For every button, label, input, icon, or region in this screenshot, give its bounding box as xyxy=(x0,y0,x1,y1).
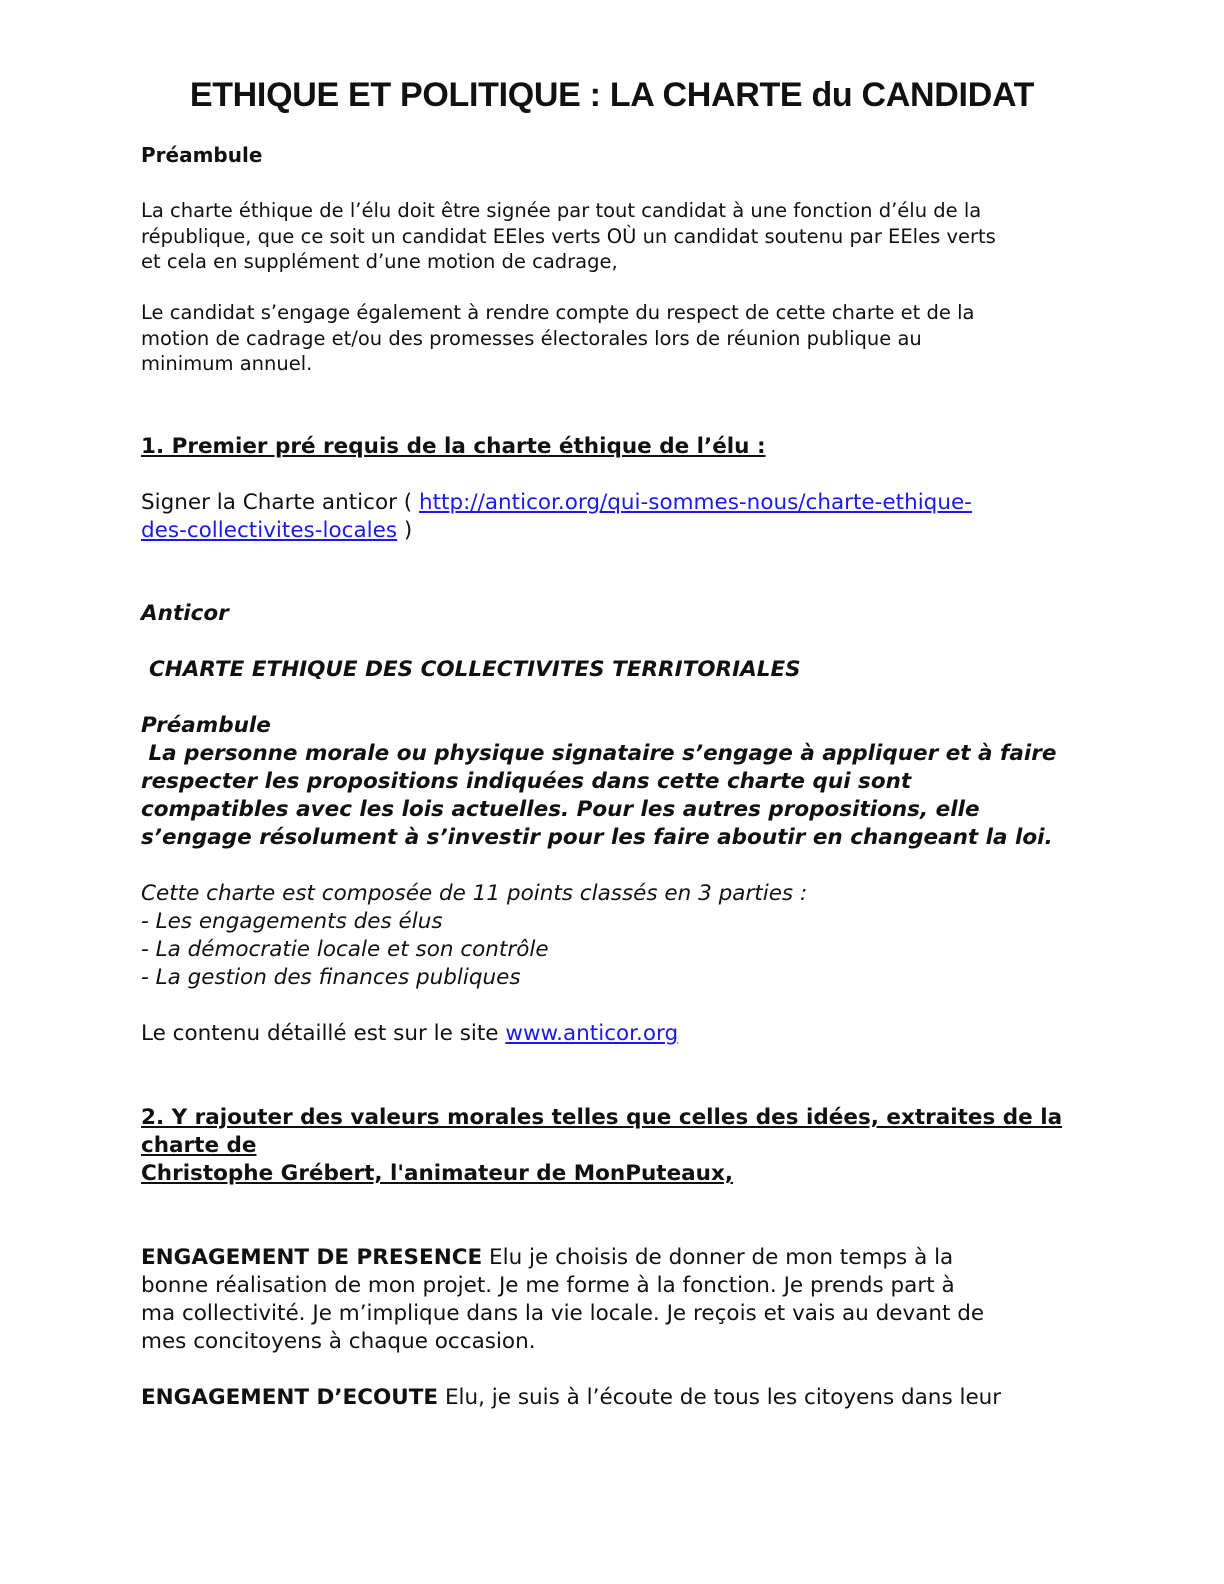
anticor-preamble xyxy=(141,712,1071,852)
text-line: La personne morale ou physique signataire s’engage à appliquer et à faire xyxy=(141,741,1057,766)
anticor-heading: Anticor xyxy=(141,601,229,626)
text-line xyxy=(141,1384,1071,1412)
text-line: république, que ce soit un candidat EEles verts OÙ un candidat soutenu par EEles verts xyxy=(141,224,996,248)
anticor-site-link[interactable]: www.anticor.org xyxy=(505,1021,679,1046)
text-line: respecter les propositions indiquées dans cette charte qui sont xyxy=(141,769,912,794)
text-line: mes concitoyens à chaque occasion. xyxy=(141,1329,536,1354)
text-line: motion de cadrage et/ou des promesses électorales lors de réunion publique au xyxy=(141,326,922,350)
list-intro: Cette charte est composée de 11 points classés en 3 parties : xyxy=(141,881,808,906)
text-line: 2. Y rajouter des valeurs morales telles que celles des idées, extraites de la xyxy=(141,1105,1063,1130)
text-line: ma collectivité. Je m’implique dans la vie locale. Je reçois et vais au devant de xyxy=(141,1301,985,1326)
details-text: Le contenu détaillé est sur le site xyxy=(141,1021,506,1046)
text-line: bonne réalisation de mon projet. Je me forme à la fonction. Je prends part à xyxy=(141,1273,955,1298)
preamble-heading: Préambule xyxy=(141,143,263,167)
section-2-heading xyxy=(141,1104,1071,1188)
list-item: - Les engagements des élus xyxy=(141,909,443,934)
engagement-presence xyxy=(141,1244,1071,1356)
text-line xyxy=(141,489,1071,517)
text-line: charte de xyxy=(141,1133,257,1158)
text-line xyxy=(141,517,1071,545)
text-line: Le candidat s’engage également à rendre compte du respect de cette charte et de la xyxy=(141,301,975,324)
document-title: ETHIQUE ET POLITIQUE : LA CHARTE du CANDIDAT xyxy=(189,76,1035,114)
anticor-charter-link[interactable]: http://anticor.org/qui-sommes-nous/charte-ethique- xyxy=(419,490,972,515)
charter-title: CHARTE ETHIQUE DES COLLECTIVITES TERRITORIALES xyxy=(149,657,801,682)
charter-parts-list xyxy=(141,880,1071,992)
engagement-label: ENGAGEMENT DE PRESENCE xyxy=(141,1245,483,1270)
text-line xyxy=(141,1244,1071,1272)
list-item: - La gestion des finances publiques xyxy=(141,965,521,990)
text-line: minimum annuel. xyxy=(141,352,313,376)
engagement-text: Elu je choisis de donner de mon temps à la xyxy=(482,1245,954,1270)
sign-charter-paragraph xyxy=(141,489,1071,545)
text-line: s’engage résolument à s’investir pour les faire aboutir en changeant la loi. xyxy=(141,825,1053,850)
engagement-label: ENGAGEMENT D’ECOUTE xyxy=(141,1385,439,1410)
closing-paren: ) xyxy=(397,518,413,543)
sign-charter-text: Signer la Charte anticor ( xyxy=(141,490,419,515)
text-line: Christophe Grébert, l'animateur de MonPuteaux, xyxy=(141,1161,734,1186)
engagement-ecoute xyxy=(141,1384,1071,1412)
details-paragraph xyxy=(141,1020,1071,1048)
anticor-charter-link-continued[interactable]: des-collectivites-locales xyxy=(141,518,398,543)
preamble-paragraph-1 xyxy=(141,198,1071,275)
list-item: - La démocratie locale et son contrôle xyxy=(141,937,549,962)
anticor-preamble-heading: Préambule xyxy=(141,713,271,738)
text-line: compatibles avec les lois actuelles. Pour les autres propositions, elle xyxy=(141,797,980,822)
preamble-paragraph-2 xyxy=(141,300,1071,377)
section-1-heading: 1. Premier pré requis de la charte éthique de l’élu : xyxy=(141,434,766,459)
engagement-text: Elu, je suis à l’écoute de tous les citoyens dans leur xyxy=(438,1385,1002,1410)
text-line: La charte éthique de l’élu doit être signée par tout candidat à une fonction d’élu de la xyxy=(141,199,982,222)
text-line: et cela en supplément d’une motion de cadrage, xyxy=(141,250,618,274)
